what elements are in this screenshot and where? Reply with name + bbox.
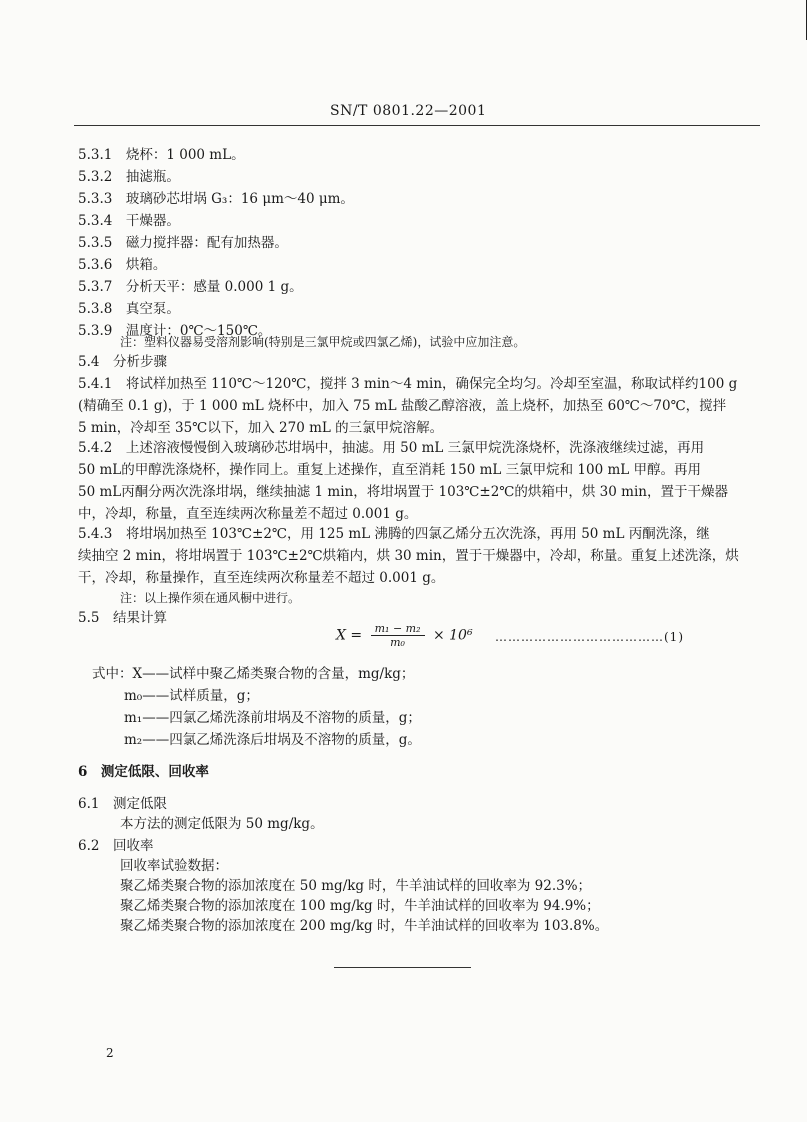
where-x: 式中：X——试样中聚乙烯类聚合物的含量，mg/kg； [92,666,415,682]
item-text: 干燥器。 [125,213,180,229]
item-5-3-2 [78,167,180,187]
item-number: 5.3.3 [78,191,113,207]
item-number: 5.3.2 [78,169,113,185]
formula-rhs: × 10⁶ [432,627,473,644]
para-6-2-line2: 聚乙烯类聚合物的添加浓度在 50 mg/kg 时，牛羊油试样的回收率为 92.3%； [120,878,592,894]
formula-fraction [371,622,425,649]
para-5-4-2-line2: 50 mL的甲醇洗涤烧杯，操作同上。重复上述操作，直至消耗 150 mL 三氯甲烷和 100 mL 甲醇。再用 [78,462,702,478]
para-5-4-3-line1: 5.4.3 将坩埚加热至 103℃±2℃，用 125 mL 沸腾的四氯乙烯分五次洗涤，再用 50 mL 丙酮洗涤，继 [78,526,710,542]
item-text: 抽滤瓶。 [125,169,180,185]
where-m1: m₁——四氯乙烯洗涤前坩埚及不溶物的质量，g； [124,710,421,726]
item-number: 5.3.6 [78,257,113,273]
item-5-3-5 [78,233,288,253]
para-6-2-line3: 聚乙烯类聚合物的添加浓度在 100 mg/kg 时，牛羊油试样的回收率为 94.9%； [120,898,600,914]
para-6-1: 本方法的测定低限为 50 mg/kg。 [120,816,324,832]
formula-numerator: m₁ − m₂ [371,622,425,636]
item-5-3-7 [78,277,303,297]
where-m2: m₂——四氯乙烯洗涤后坩埚及不溶物的质量，g。 [124,732,421,748]
item-number: 5.3.4 [78,213,113,229]
item-5-3-6 [78,255,166,275]
para-5-4-3-line3: 干，冷却，称量操作，直至连续两次称量差不超过 0.001 g。 [78,570,445,586]
note-plastic: 注：塑料仪器易受溶剂影响(特别是三氯甲烷或四氯乙烯)，试验中应加注意。 [120,335,526,349]
end-rule [334,967,471,968]
para-5-4-2-line1: 5.4.2 上述溶液慢慢倒入玻璃砂芯坩埚中，抽滤。用 50 mL 三氯甲烷洗涤烧杯，洗涤液继续过滤，再用 [78,440,705,456]
item-5-3-8 [78,299,180,319]
section-6-2-heading: 6.2 回收率 [78,838,154,854]
para-6-2-line1: 回收率试验数据： [120,858,228,874]
item-5-3-4 [78,211,180,231]
item-number: 5.3.8 [78,301,113,317]
note-fumehood: 注：以上操作须在通风橱中进行。 [120,591,301,605]
item-5-3-1 [78,145,245,165]
item-text: 分析天平：感量 0.000 1 g。 [125,279,303,295]
item-text: 烘箱。 [125,257,167,273]
para-5-4-1-line1: 5.4.1 将试样加热至 110℃～120℃，搅拌 3 min～4 min，确保完全均匀。冷却至室温，称取试样约100 g [78,376,738,392]
item-5-3-3 [78,189,354,209]
formula-lhs: X = [336,627,363,644]
para-5-4-1-line3: 5 min，冷却至 35℃以下，加入 270 mL 的三氯甲烷溶解。 [78,420,444,436]
where-m0: m₀——试样质量，g； [124,688,259,704]
para-5-4-3-line2: 续抽空 2 min，将坩埚置于 103℃±2℃烘箱内，烘 30 min，置于干燥器中，冷却，称量。重复上述洗涤，烘 [78,548,739,564]
item-text: 温度计：0℃～150℃。 [125,323,272,339]
formula-equation-number: …………………………………(1) [495,630,684,644]
section-6-1-heading: 6.1 测定低限 [78,796,167,812]
item-number: 5.3.5 [78,235,113,251]
item-text: 玻璃砂芯坩埚 G₃：16 μm～40 μm。 [125,191,354,207]
section-6-heading: 6 测定低限、回收率 [78,764,209,780]
item-number: 5.3.7 [78,279,113,295]
item-text: 烧杯：1 000 mL。 [125,147,245,163]
formula-1 [336,622,473,649]
item-number: 5.3.9 [78,323,113,339]
para-5-4-2-line4: 中，冷却，称量，直至连续两次称量差不超过 0.001 g。 [78,506,418,522]
item-text: 真空泵。 [125,301,180,317]
item-text: 磁力搅拌器：配有加热器。 [125,235,288,251]
item-number: 5.3.1 [78,147,113,163]
formula-denominator: m₀ [390,636,405,649]
page-number: 2 [106,1046,114,1060]
section-5-4-heading: 5.4 分析步骤 [78,354,167,370]
page-header: SN/T 0801.22—2001 [330,103,487,119]
para-5-4-2-line3: 50 mL丙酮分两次洗涤坩埚，继续抽滤 1 min，将坩埚置于 103℃±2℃的烘箱中，烘 30 min，置于干燥器 [78,484,728,500]
header-rule [74,125,760,126]
para-5-4-1-line2: (精确至 0.1 g)，于 1 000 mL 烧杯中，加入 75 mL 盐酸乙醇溶液，盖上烧杯，加热至 60℃～70℃，搅拌 [78,398,727,414]
para-6-2-line4: 聚乙烯类聚合物的添加浓度在 200 mg/kg 时，牛羊油试样的回收率为 103.8%。 [120,918,609,934]
section-5-5-heading: 5.5 结果计算 [78,610,167,626]
